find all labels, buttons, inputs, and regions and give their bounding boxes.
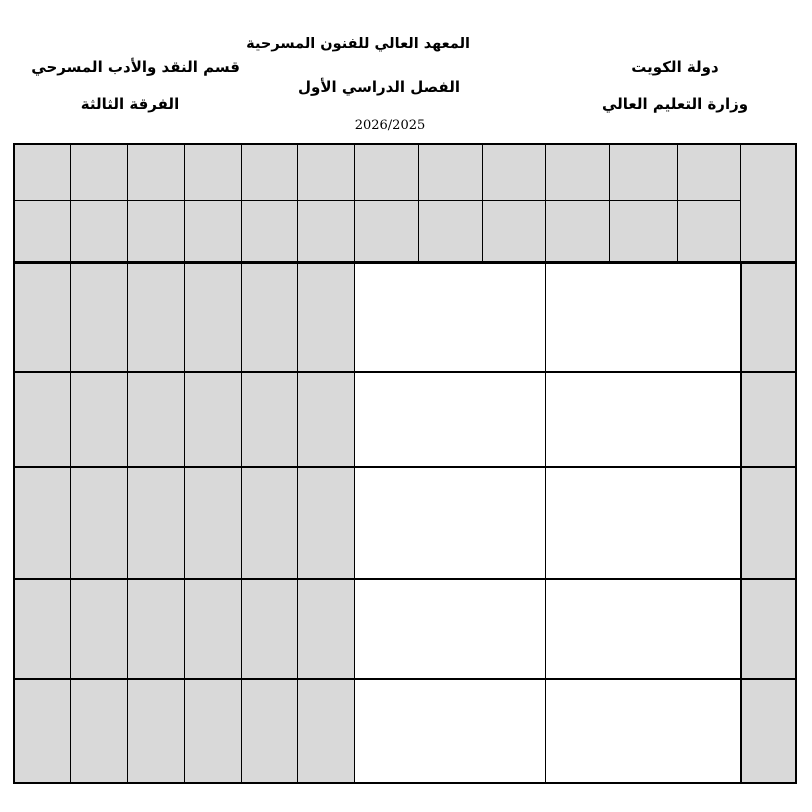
day-cell [740,466,797,578]
table-border [13,143,15,784]
grid-line [354,143,355,261]
table-border [795,143,797,784]
institute-title: المعهد العالي للفنون المسرحية [246,36,470,52]
day-cell [740,578,797,678]
department-name: قسم النقد والأدب المسرحي [31,58,240,76]
ministry-name: وزارة التعليم العالي [601,95,749,113]
grid-line [70,143,71,261]
grid-line [740,261,742,784]
schedule-table [13,143,797,784]
table-border [13,782,797,784]
grid-line [677,143,678,261]
grid-line [740,143,741,261]
grid-line [609,143,610,261]
grid-line [545,143,546,261]
grid-line [297,143,298,261]
grid-line [70,261,71,784]
state-name: دولة الكويت [631,58,719,76]
grid-line [241,261,242,784]
grid-line [418,143,419,261]
grid-line [241,143,242,261]
grid-line [13,678,797,680]
level-name: الفرقة الثالثة [80,95,180,113]
grid-line [297,261,298,784]
semester-title: الفصل الدراسي الأول [298,78,460,96]
day-cell [740,371,797,466]
academic-year: 2026/2025 [354,118,426,133]
table-border [13,143,797,145]
grid-line [13,466,797,468]
grid-line [482,143,483,261]
grid-line [13,371,797,373]
day-cell [740,678,797,784]
grid-line [184,261,185,784]
grid-line [184,143,185,261]
grid-line [545,261,546,784]
grid-line [13,578,797,580]
grid-line [127,143,128,261]
grid-line [13,261,797,264]
grid-line [127,261,128,784]
grid-line [13,200,740,201]
grid-line [354,261,355,784]
header-row-bg [13,143,797,261]
day-cell [740,261,797,371]
